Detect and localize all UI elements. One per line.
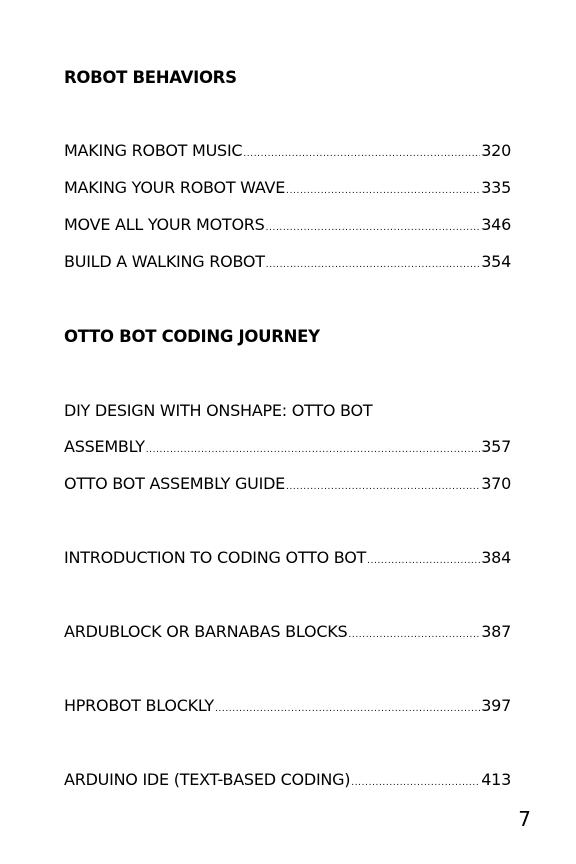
dot-leader	[351, 778, 480, 788]
toc-entry-page: 397	[481, 696, 511, 715]
dot-leader	[286, 482, 480, 492]
toc-entry-title: MAKING YOUR ROBOT WAVE	[64, 178, 286, 197]
toc-entry	[64, 548, 511, 572]
toc-entry-page: 413	[481, 770, 511, 789]
toc-entry-title: MAKING ROBOT MUSIC	[64, 141, 243, 160]
toc-entry-page: 357	[481, 437, 511, 456]
dot-leader	[215, 704, 480, 714]
dot-leader	[243, 149, 480, 159]
toc-entry-title-line: DIY DESIGN WITH ONSHAPE: OTTO BOT	[64, 401, 373, 420]
toc-entry-title: HPROBOT BLOCKLY	[64, 696, 214, 715]
page-number: 7	[518, 807, 531, 831]
toc-entry-page: 320	[481, 141, 511, 160]
dot-leader	[348, 630, 480, 640]
toc-entry-title: MOVE ALL YOUR MOTORS	[64, 215, 265, 234]
dot-leader	[146, 445, 480, 455]
toc-entry	[64, 178, 511, 202]
toc-entry-page: 370	[481, 474, 511, 493]
toc-entry	[64, 622, 511, 646]
toc-entry-page: 354	[481, 252, 511, 271]
toc-entry	[64, 215, 511, 239]
toc-entry-page: 346	[481, 215, 511, 234]
toc-entry	[64, 696, 511, 720]
dot-leader	[286, 186, 480, 196]
toc-entry-title: BUILD A WALKING ROBOT	[64, 252, 265, 271]
toc-entry	[64, 474, 511, 498]
toc-entry-title: OTTO BOT ASSEMBLY GUIDE	[64, 474, 285, 493]
dot-leader	[266, 260, 480, 270]
dot-leader	[367, 556, 480, 566]
toc-entry	[64, 437, 511, 461]
toc-entry-title: ASSEMBLY	[64, 437, 145, 456]
toc-entry	[64, 770, 511, 794]
toc-entry	[64, 141, 511, 165]
toc-entry-title: ARDUBLOCK OR BARNABAS BLOCKS	[64, 622, 348, 641]
toc-entry-title: ARDUINO IDE (TEXT-BASED CODING)	[64, 770, 351, 789]
toc-entry	[64, 252, 511, 276]
toc-entry-page: 384	[481, 548, 511, 567]
dot-leader	[266, 223, 481, 233]
toc-entry-page: 387	[481, 622, 511, 641]
section-heading-robot-behaviors: ROBOT BEHAVIORS	[64, 68, 237, 87]
section-heading-otto-bot: OTTO BOT CODING JOURNEY	[64, 327, 320, 346]
toc-entry-page: 335	[481, 178, 511, 197]
toc-entry-title: INTRODUCTION TO CODING OTTO BOT	[64, 548, 367, 567]
